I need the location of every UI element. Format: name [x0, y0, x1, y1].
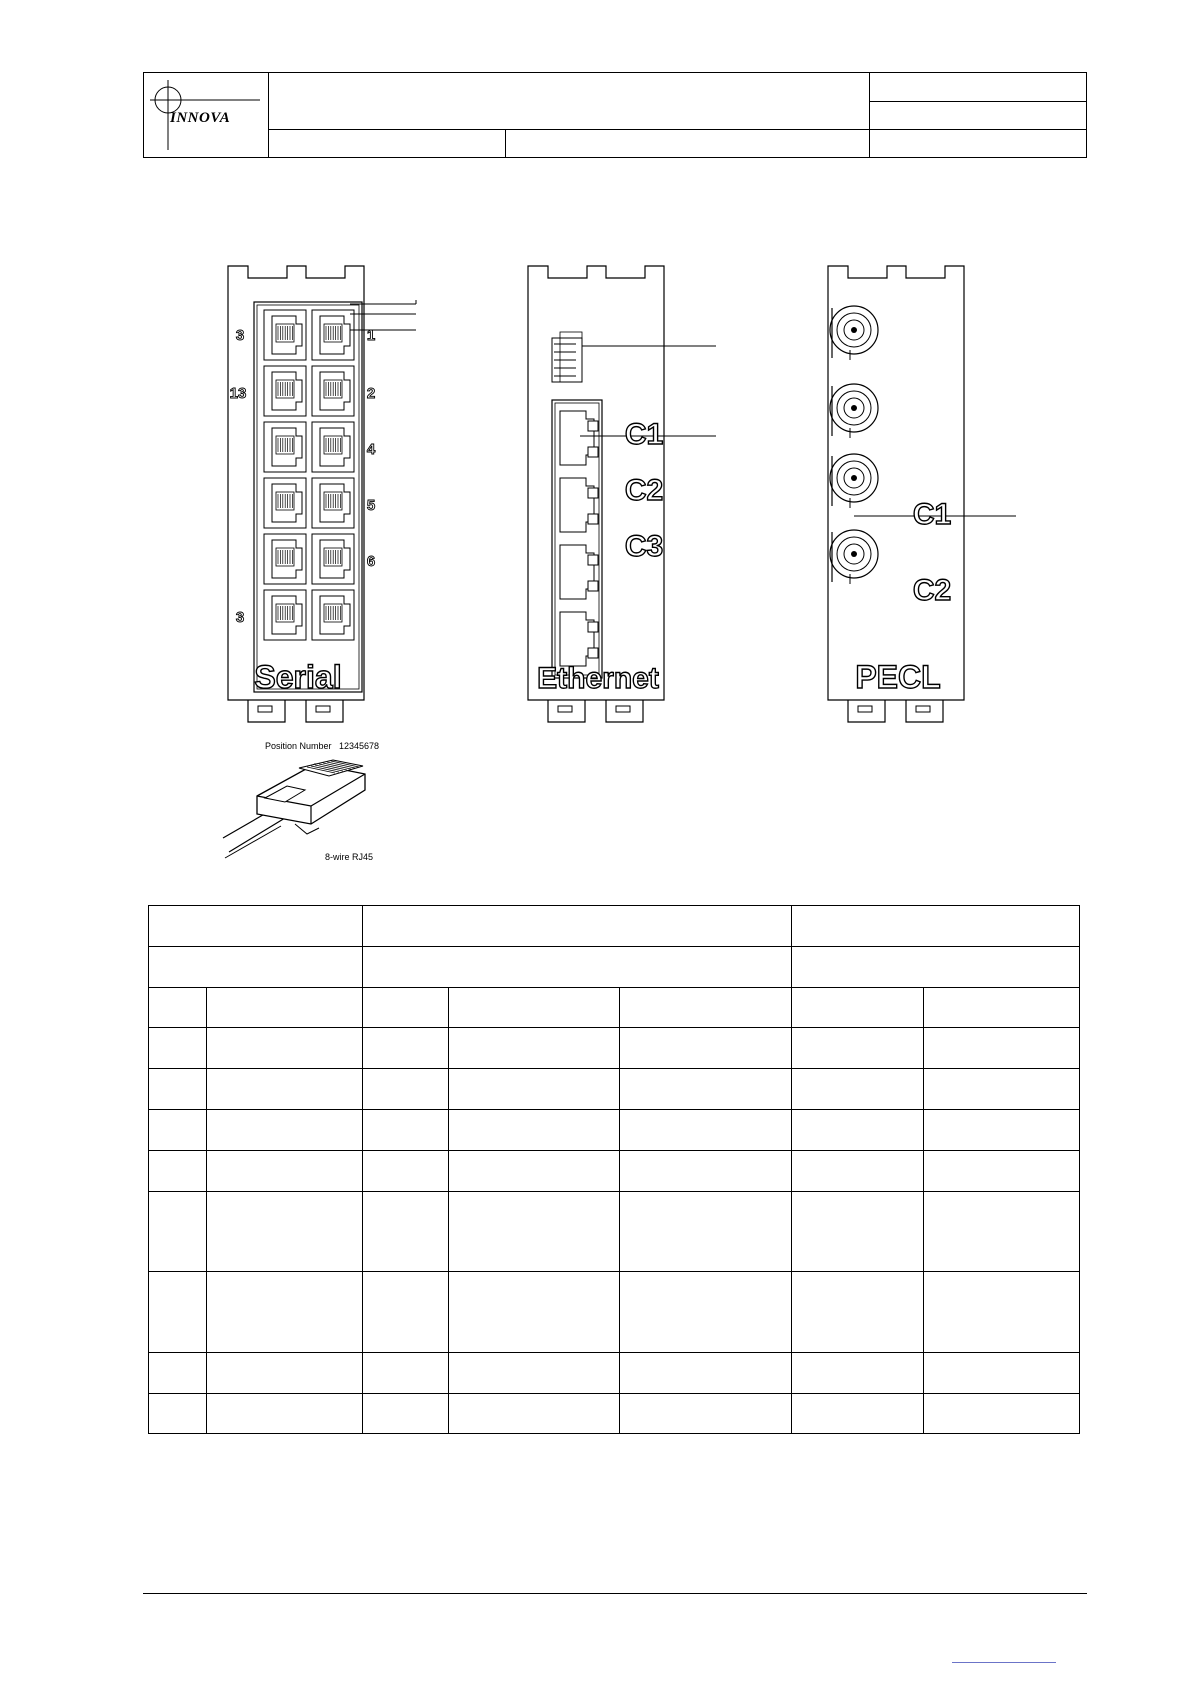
ethernet-panel: [520, 262, 720, 732]
table-row: [149, 1272, 1080, 1353]
table-row: [149, 1394, 1080, 1434]
rj45-jack-icon: [312, 478, 354, 528]
table-row: [149, 1028, 1080, 1069]
bnc-connector-icon: [830, 384, 878, 438]
serial-port-num-right-5: 6: [366, 553, 376, 570]
pecl-label: PECL: [855, 659, 941, 695]
rj45-jack-icon: [312, 422, 354, 472]
header-divider-right: [869, 72, 870, 158]
rj45-jack-icon: [264, 310, 306, 360]
ethernet-port-c2: C2: [624, 474, 664, 507]
rj45-caption: 8-wire RJ45: [325, 852, 374, 862]
rj45-plug-illustration: [215, 738, 405, 868]
table-row: [149, 1192, 1080, 1272]
rj45-jack-icon: [560, 545, 598, 599]
serial-port-num-left-3: 3: [235, 609, 245, 626]
pecl-port-c2: C2: [912, 574, 952, 607]
ethernet-label: Ethernet: [537, 662, 659, 695]
rj45-jack-icon: [312, 310, 354, 360]
header-divider-logo: [268, 72, 269, 158]
serial-port-num-right-3: 4: [366, 441, 376, 458]
rj45-jack-icon: [264, 534, 306, 584]
rj45-jack-icon: [264, 478, 306, 528]
header-divider-h2: [268, 129, 1087, 130]
header-divider-mid: [505, 129, 506, 158]
serial-port-num-right-2: 2: [366, 385, 376, 402]
serial-port-num-left-1: 3: [235, 327, 245, 344]
serial-port-num-right-4: 5: [366, 497, 376, 514]
bnc-connector-icon: [830, 306, 878, 360]
footer-short-rule: [952, 1662, 1056, 1663]
header-box: [143, 72, 1087, 158]
serial-label: Serial: [254, 659, 342, 695]
table-row: [149, 1069, 1080, 1110]
pecl-port-c1: C1: [912, 498, 952, 531]
header-divider-h1: [869, 101, 1087, 102]
table-row: [149, 947, 1080, 988]
rj45-jack-icon: [560, 478, 598, 532]
serial-port-num-left-2: 13: [229, 385, 247, 402]
table-row: [149, 906, 1080, 947]
rj45-jack-icon: [560, 612, 598, 666]
table-row: [149, 1353, 1080, 1394]
pin-table: [148, 905, 1080, 1434]
bnc-connector-icon: [830, 530, 878, 584]
rj45-jack-icon: [264, 366, 306, 416]
rj45-jack-icon: [312, 366, 354, 416]
rj45-jack-icon: [312, 590, 354, 640]
rj45-jack-icon: [560, 411, 598, 465]
rj45-jack-icon: [264, 422, 306, 472]
rj45-jack-icon: [264, 590, 306, 640]
rj45-jack-icon: [312, 534, 354, 584]
table-row: [149, 1151, 1080, 1192]
table-row: [149, 1110, 1080, 1151]
rj45-position-digits: 12345678: [339, 741, 380, 751]
pecl-panel: [820, 262, 1020, 732]
ethernet-port-c1: C1: [624, 418, 664, 451]
footer-rule: [143, 1593, 1087, 1594]
serial-panel: [220, 262, 420, 732]
rj45-position-label: Position Number: [265, 741, 332, 751]
logo-text: INNOVA: [170, 110, 231, 126]
serial-port-num-right-1: 1: [366, 327, 376, 344]
ethernet-port-c3: C3: [624, 530, 664, 563]
bnc-connector-icon: [830, 454, 878, 508]
table-row: [149, 988, 1080, 1028]
